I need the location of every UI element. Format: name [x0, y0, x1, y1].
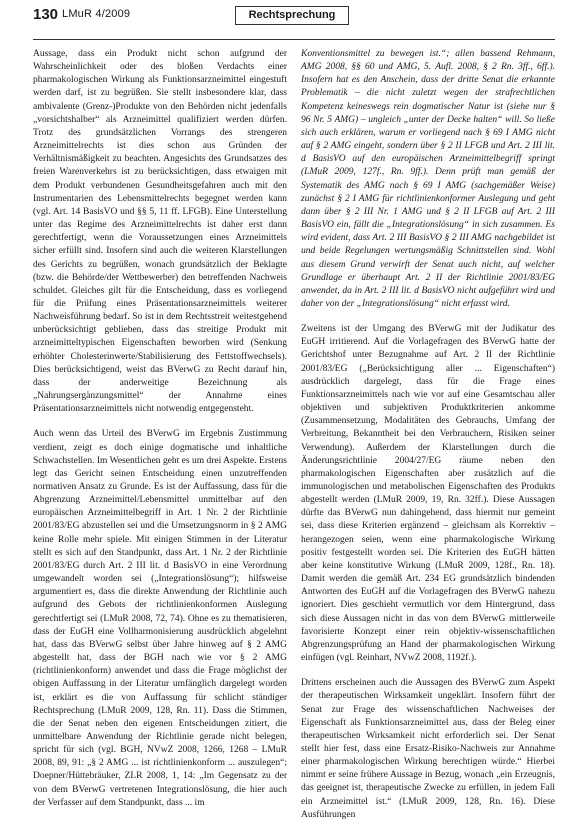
paragraph: Auch wenn das Urteil des BVerwG im Ergebnis Zustimmung verdient, zeigt es doch einige dogmatische und inhaltliche Schwachstellen. Im Wesentlichen geht es um drei Aspekte. Erstens legt das Gericht seinen Entscheidung einen unzutreffenden normativen Ansatz zu Grunde. Es ist der Auffassung, dass für die Abgrenzung Arzneimittel/Lebensmittel unmittelbar auf den europäischen Arzneimittelbegriff in Art. 1 Nr. 2 der Richtlinie 2001/83/EG abzustellen sei und die Umsetzungsnorm in § 2 AMG keine Rolle mehr spiele. Mit einigen Stimmen in der Literatur stellt es sich auf den Standpunkt, dass Art. 1 Nr. 2 der Richtlinie 2001/83/EG durch Art. 2 III lit. d BasisVO in eine Verordnung umgewandelt worden sei („Integrationslösung“); hilfsweise argumentiert es, dass die direkte Anwendung der Richtlinie auch aufgrund des Gebots der richtlinienkonformen Auslegung gerechtfertigt sei (LMuR 2008, 72, 74). Ohne es zu thematisieren, dass der EuGH eine Vollharmonisierung ausdrücklich abgelehnt hat, dass das BVerwG selbst über Jahre hinweg auf § 2 AMG abgestellt hat, dass der BGH nach wie vor § 2 AMG (richtlinienkonform) anwendet und dass die Frage möglichst der obigen Auffassung in der Literatur umfänglich dargelegt worden ist, erklärt es die von Auffassung für schlicht ständiger Rechtsprechung (LMuR 2009, 128, Rn. 11). Dass die Stimmen, die der Senat neben den eigenen Entscheidungen zitiert, die unmittelbare Anwendung der Richtlinie gerade nicht belegen, spricht für sich (vgl. BGH, NVwZ 2008, 1266, 1268 – LMuR 2008, 89, 91: „§ 2 AMG ... ist richtlinienkonform ... auszulegen“; Doepner/Hüttebräuker, ZLR 2008, 1, 14: „Im Gegensatz zu der von dem BVerwG vertretenen Integrationslösung, die hier auch der Verfasser auf dem Standpunkt, dass ... im — [33, 429, 287, 808]
paragraph: Drittens erscheinen auch die Aussagen des BVerwG zum Aspekt der therapeutischen Wirksamkeit ungeklärt. Insofern führt der Senat zur Frage des wissenschaftlichen Nachweises der Eigenschaft als Funktionsarzneimittel aus, dass der Beleg einer therapeutischen Wirksamkeit nicht erforderlich sei. Der Senat stellt hier fest, dass eine Ersatz-Risiko-Nachweis zur Annahme einer pharmakologischen Wirkung berechtigen würde.“ Hierbei nimmt er seine frühere Aussage in Bezug, wonach „ein Erzeugnis, das geeignet ist, therapeutische Zwecke zu erfüllen, in jedem Fall ein Arzneimittel ist.“ (LMuR 2009, 128, Rn. 16). Diese Ausführungen — [301, 678, 555, 820]
page-number: 130 — [33, 6, 59, 23]
page-header — [33, 6, 555, 46]
paragraph: Zweitens ist der Umgang des BVerwG mit der Judikatur des EuGH irritierend. Auf die Vorlagefragen des BVerwG hatte der Gerichtshof unter Bezugnahme auf Art. 2 II der Richtlinie 2001/83/EG („Berücksichtigung aller ... Eigenschaften“) ausdrücklich dargelegt, dass für die Frage eines Funktionsarzneimittels nach wie vor auf eine Gesamtschau aller objektiven und subjektiven Produktkriterien ankomme (Zusammensetzung, Modalitäten des Gebrauchs, Umfang der Verbreitung, Bekanntheit bei den Verbrauchern, Risiken seiner Verwendung). Außerdem der Klarstellungen durch die Änderungsrichtlinie 2004/27/EG räume neben den pharmakologischen Eigenschaften aber zusätzlich auf die immunologischen und metabolischen Eigenschaften des Produkts abgestellt werden (LMuR 2009, 19, Rn. 32ff.). Diese Aussagen dürfte das BVerwG nun dahingehend, dass hiermit nur gemeint sei, dass diese Kriterien ergänzend – gleichsam als Korrektiv – herangezogen seien, wenn eine pharmakologische Wirkung positiv festgestellt worden sei. Die Kriterien des EuGH hätten aber keine konstitutive Wirkung (LMuR 2009, 128f., Rn. 18). Damit werden die gemäß Art. 234 EG grundsätzlich bindenden Antworten des EuGH auf die Vorlagefragen des BVerwG nahezu ignoriert. Dies geschieht vermutlich vor dem Hintergrund, dass sich diese Aussagen nicht in das von dem BVerwG mittlerweile favorisierte Konzept einer rein objektiv-wissenschaftlichen Abgrenzungsprüfung an Hand der pharmakologischen Wirkung einfügen (vgl. Reinhart, NVwZ 2008, 1192f.). — [301, 324, 555, 664]
right-column — [301, 48, 555, 822]
journal-citation: LMuR 4/2009 — [62, 8, 131, 20]
paragraph: Konventionsmittel zu bewegen ist.“; allen bassend Rehmann, AMG 2008, §§ 60 und AMG, 5. Aufl. 2008, § 2 Rn. 3ff., 6ff.). Insofern hat es den Anschein, dass der dritte Senat die erkannte Problematik – die nicht zuletzt wegen der strafrechtlichen Kompetenz keineswegs rein dogmatischer Natur ist (siehe nur § 96 Nr. 5 AMG) – ungleich „unter der Decke halten“ will. So ließe sich auch erklären, warum er vorliegend nach § 69 I AMG nicht auf § 2 AMG eingeht, sondern über § 2 II LFGB und Art. 2 III lit. d BasisVO auf den europäischen Arzneimittelbegriff springt (LMuR 2009, 127f., Rn. 9ff.). Denn prüft man gemäß der Systematik des AMG nach § 69 I AMG (sachgemäßer Weise) zunächst § 2 I AMG für richtlinienkonformer Auslegung und geht dann über § 2 III Nr. 1 AMG und § 2 II LFGB auf Art. 2 III BasisVO ein, fällt die „Integrationslösung“ in sich zusammen. Es wird evident, dass Art. 2 III BasisVO § 2 III AMG nachgebildet ist und beide Regelungen wertungsmäßig Schnittstellen sind. Wohl aus diesem Grund verwirft der Senat auch nicht, auf welcher Grundlage er überhaupt Art. 2 II der Richtlinie 2001/83/EG anwendet, da in Art. 2 III lit. d BasisVO nicht aufgeführt wird und daher von der „Integrationslösung“ nicht erfasst wird. — [301, 49, 555, 309]
section-title: Rechtsprechung — [248, 9, 336, 21]
paragraph: Aussage, dass ein Produkt nicht schon aufgrund der Wahrscheinlichkeit oder des bloßen Verdachts einer pharmakologischen Wirkung als Funktionsarzneimittel eingestuft werden darf, ist zu begrüßen. Sie stellt insbesondere klar, dass ambivalente (Grenz-)Produkte von den Behörden nicht jedenfalls „vorsichtshalber“ als Arzneimittel qualifiziert werden dürfen. Trotz des grundsätzlichen Vorrangs des strengeren Arzneimittelrechts ist dies schon aus Gründen der Verhältnismäßigkeit zu beachten. Angesichts des Grundsatzes des freien Warenverkehrs ist zu berücksichtigen, dass etwaigen mit dem Produkt verbundenen Gesundheitsgefahren auch mit den Instrumentarien des Lebensmittelrechts begegnet werden kann (vgl. Art. 14 BasisVO und §§ 5, 11 ff. LFGB). Eine Unterstellung unter das Regime des Arzneimittelrechts ist daher erst dann gerechtfertigt, wenn die Voraussetzungen eines Arzneimittels sicher erfüllt sind. Insofern sind auch die weiteren Klarstellungen des Gerichts zu begrüßen, wonach grundsätzlich der Beklagte (bzw. die Behörde/der Wettbewerber) den betreffenden Nachweis schuldet. Gleiches gilt für die Entscheidung, dass es vorliegend für die Prüfung eines Präsentationsarzneimittels weiterer Nachweisführung bedarf. So ist in dem Rechtsstreit weitestgehend unberücksichtigt geblieben, dass das streitige Produkt mit arzneimitteltypischen Eigenschaften beworben wird (Senkung erhöhter Cholesterinwerte/Stabilisierung des Fettstoffwechsels). Dies berücksichtigend, weist das BVerwG zu Recht darauf hin, dass der anderweitige Bezeichnung als „Nahrungsergänzungsmittel“ der Annahme eines Präsentationsarzneimittels nicht notwendig entgegensteht. — [33, 49, 287, 415]
header-rule — [33, 39, 555, 40]
left-column — [33, 48, 287, 810]
section-label-box — [235, 6, 349, 25]
